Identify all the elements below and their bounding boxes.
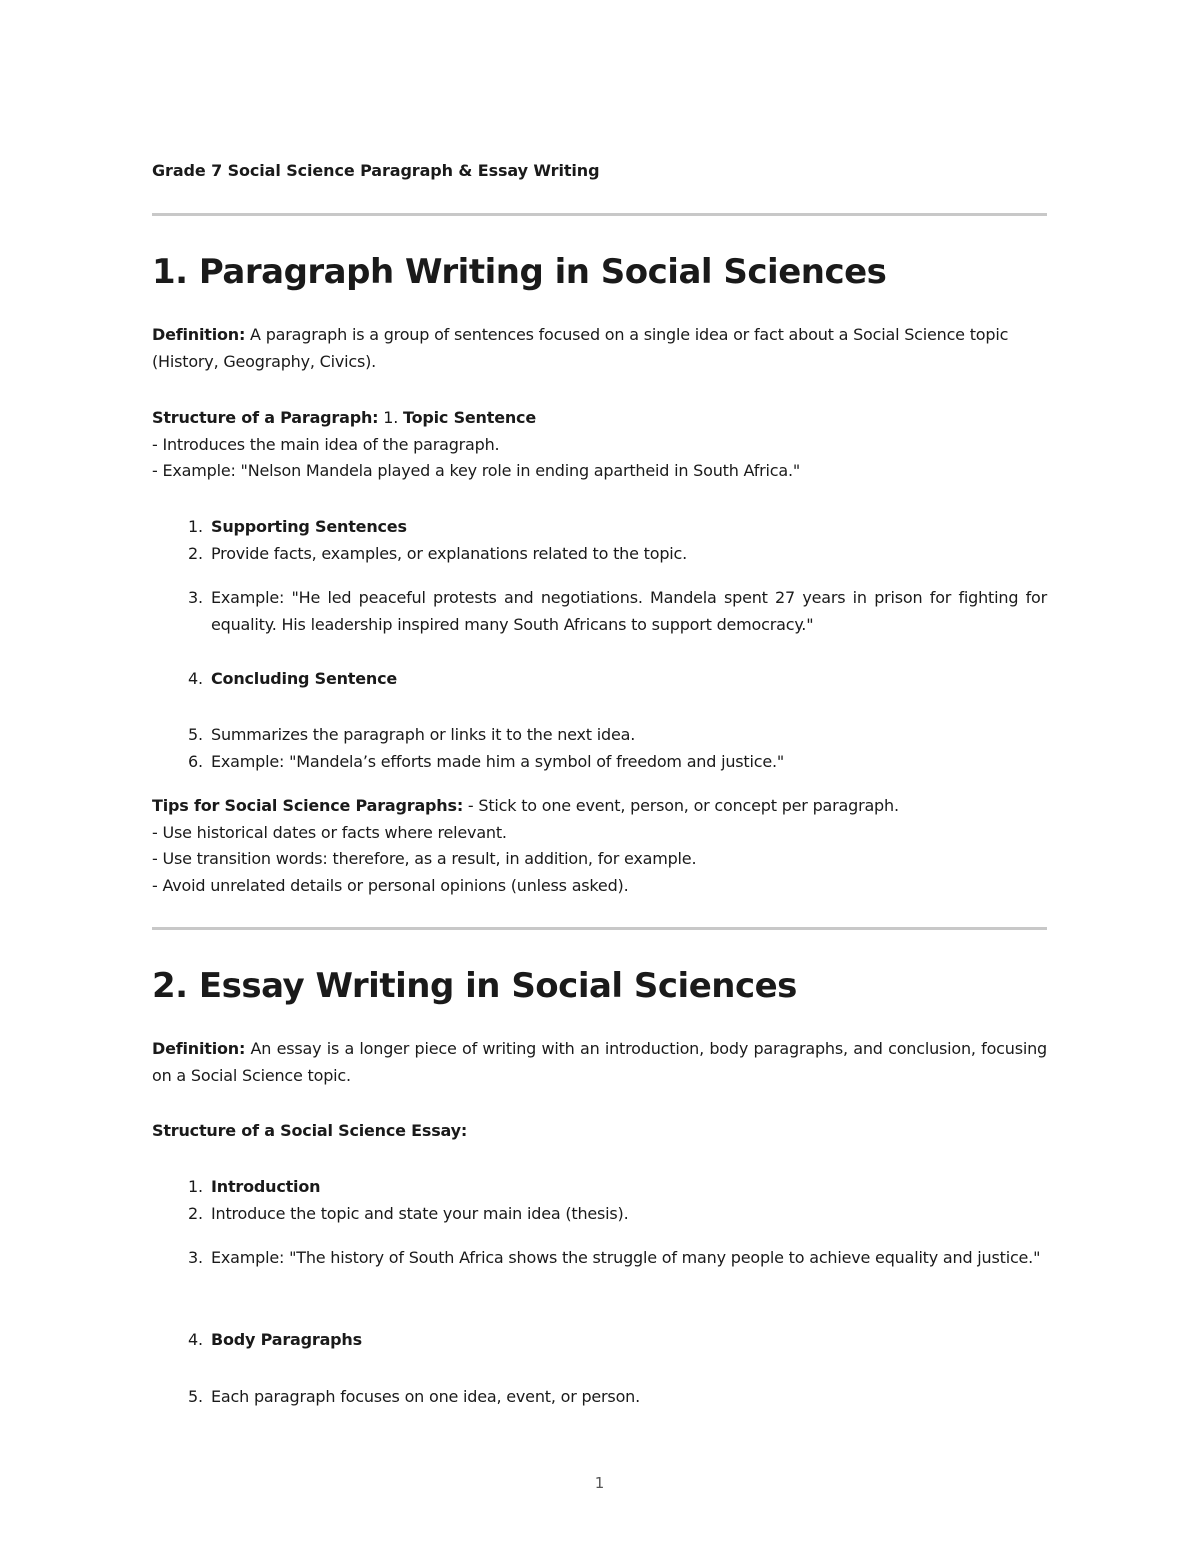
list-item (152, 1327, 1047, 1354)
list-number: 3. (188, 588, 203, 607)
structure-paragraph (152, 405, 1047, 432)
list-number: 2. (188, 1203, 203, 1223)
tip-line: - Avoid unrelated details or personal opinions (unless asked). (152, 875, 629, 895)
structure-block (152, 405, 1047, 485)
document-title: Grade 7 Social Science Paragraph & Essay Writing (152, 161, 600, 180)
list-text: Concluding Sentence (211, 669, 398, 688)
tip-line: - Use transition words: therefore, as a result, in addition, for example. (152, 849, 697, 868)
definition-label: Definition: (152, 325, 246, 344)
list-item (152, 585, 1047, 638)
list-text: Supporting Sentences (211, 517, 407, 536)
list-item (152, 1201, 1047, 1228)
list-text: Provide facts, examples, or explanations related to the topic. (211, 543, 687, 563)
list-item (152, 722, 1047, 749)
list-text: Summarizes the paragraph or links it to the next idea. (211, 725, 636, 744)
paragraph-structure-list (152, 722, 1047, 775)
paragraph-structure-list (152, 585, 1047, 638)
essay-structure-list (152, 1245, 1047, 1272)
section-heading: 1. Paragraph Writing in Social Sciences (152, 252, 887, 292)
list-number: 1. (188, 517, 203, 536)
structure-first-num: 1. (378, 408, 403, 427)
topic-line: - Example: "Nelson Mandela played a key role in ending apartheid in South Africa." (152, 461, 801, 480)
list-text: Example: "He led peaceful protests and negotiations. Mandela spent 27 years in prison for fighting for equality. His leadership inspired many South Africans to support democracy." (211, 588, 1047, 634)
list-item (152, 541, 1047, 568)
list-item (152, 1384, 1047, 1411)
page-number: 1 (594, 1474, 605, 1492)
structure-paragraph (152, 1118, 1047, 1145)
list-number: 4. (188, 669, 203, 688)
paragraph-structure-list (152, 666, 1047, 693)
list-text: Introduction (211, 1177, 321, 1196)
tips-first: - Stick to one event, person, or concept per paragraph. (463, 796, 899, 815)
list-number: 6. (188, 751, 203, 771)
structure-block (152, 1118, 1047, 1145)
tips-label: Tips for Social Science Paragraphs: (152, 796, 464, 815)
list-item (152, 1245, 1047, 1272)
definition-block (152, 1036, 1047, 1089)
definition-text: An essay is a longer piece of writing with an introduction, body paragraphs, and conclusion, focusing on a Social Science topic. (152, 1039, 1047, 1085)
definition-paragraph (152, 322, 1047, 375)
section-heading: 2. Essay Writing in Social Sciences (152, 966, 797, 1006)
definition-block (152, 322, 1047, 375)
paragraph-structure-list (152, 514, 1047, 567)
tip-line: - Use historical dates or facts where relevant. (152, 822, 507, 842)
topic-line: - Introduces the main idea of the paragraph. (152, 434, 500, 454)
tips-block (152, 793, 1047, 899)
list-number: 5. (188, 725, 203, 744)
list-item (152, 749, 1047, 776)
tips-paragraph (152, 793, 1047, 820)
divider (152, 927, 1047, 930)
structure-first-item: Topic Sentence (403, 408, 536, 427)
essay-structure-list (152, 1174, 1047, 1227)
list-item (152, 1174, 1047, 1201)
list-number: 3. (188, 1248, 203, 1267)
essay-structure-list (152, 1327, 1047, 1354)
list-text: Each paragraph focuses on one idea, event, or person. (211, 1387, 640, 1406)
divider (152, 213, 1047, 216)
structure-label: Structure of a Paragraph: (152, 408, 379, 427)
list-item (152, 666, 1047, 693)
structure-label: Structure of a Social Science Essay: (152, 1121, 468, 1140)
list-item (152, 514, 1047, 541)
essay-structure-list (152, 1384, 1047, 1411)
list-number: 5. (188, 1387, 203, 1406)
definition-text: A paragraph is a group of sentences focused on a single idea or fact about a Social Science topic (History, Geography, Civics). (152, 325, 1009, 371)
list-number: 1. (188, 1177, 203, 1196)
list-text: Example: "Mandela’s efforts made him a symbol of freedom and justice." (211, 751, 785, 771)
list-text: Body Paragraphs (211, 1330, 362, 1349)
document-page (152, 0, 1047, 1553)
definition-label: Definition: (152, 1039, 246, 1058)
list-text: Example: "The history of South Africa shows the struggle of many people to achieve equality and justice." (211, 1248, 1041, 1267)
section-paragraph-writing (152, 252, 1047, 292)
section-essay-writing (152, 966, 1047, 1006)
definition-paragraph (152, 1036, 1047, 1089)
list-number: 2. (188, 543, 203, 563)
list-number: 4. (188, 1330, 203, 1349)
list-text: Introduce the topic and state your main idea (thesis). (211, 1203, 629, 1223)
